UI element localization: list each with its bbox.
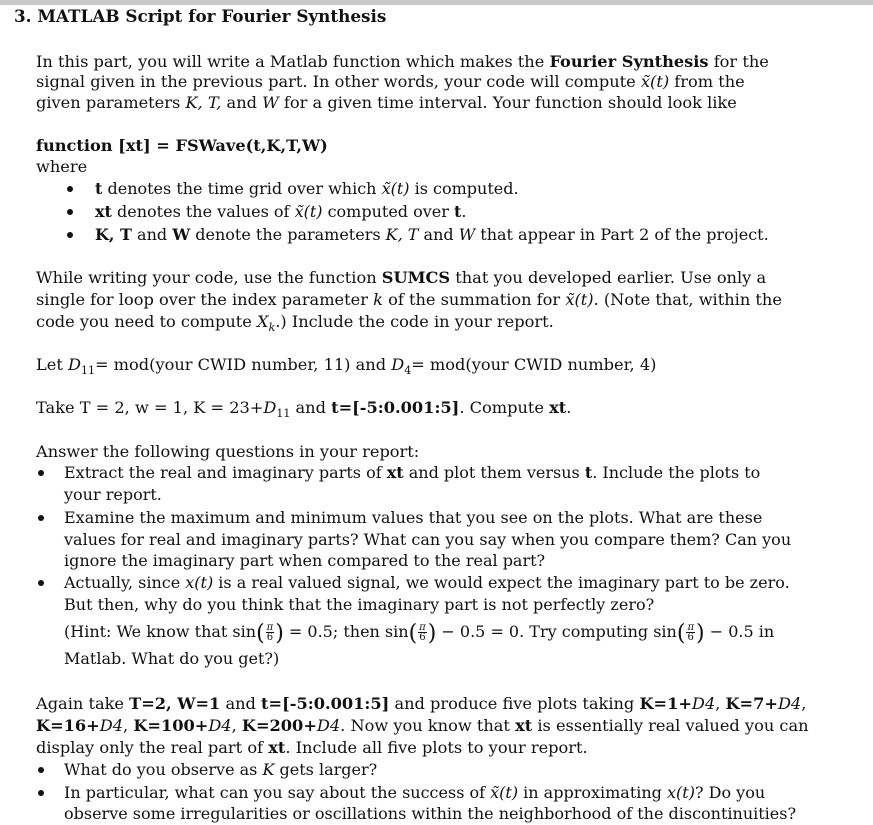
top-border — [0, 0, 873, 5]
again-line-3: display only the real part of xt. Include all five plots to your report. — [36, 738, 588, 757]
hint-line: (Hint: We know that sin( $\frac{\pi}{6}$ ) = 0.5; then sin( $\frac{\pi}{6}$ ) − 0.5 = 0. Try computing sin( $\frac{\pi}{6}$ ) − 0.5 in — [64, 621, 775, 646]
question-3-line-2: But then, why do you think that the imaginary part is not perfectly zero? — [64, 595, 655, 614]
let-line: Let $D_{11}=$ mod(your CWID number, 11) and $D_4=$ mod(your CWID number, 4) — [36, 355, 657, 378]
again-line-1: Again take T=2, W=1 and t=[-5:0.001:5] and produce five plots taking K=1+D4, K=7+D4, — [36, 694, 807, 713]
bullet-dot — [67, 232, 73, 238]
sumcs-line-2: single for loop over the index parameter k of the summation for x̃(t). (Note that, within the — [36, 290, 782, 309]
bullet-dot — [38, 790, 44, 796]
approximation-question-line-2: observe some irregularities or oscillations within the neighborhood of the discontinuities? — [64, 804, 797, 823]
fraction-pi-over-6: $\frac{\pi}{6}$ — [687, 622, 695, 643]
observe-question: What do you observe as K gets larger? — [64, 760, 378, 779]
bullet-dot — [67, 209, 73, 215]
param-ktw: K, T and W denote the parameters K, T and W that appear in Part 2 of the project. — [95, 225, 769, 244]
intro-line-2: signal given in the previous part. In other words, your code will compute x̃(t) from the — [36, 72, 745, 91]
again-line-2: K=16+D4, K=100+D4, K=200+D4. Now you know that xt is essentially real valued you can — [36, 716, 809, 735]
bullet-dot — [38, 470, 44, 476]
take-line: Take T = 2, w = 1, $K = 23+D_{11}$ and t=[-5:0.001:5]. Compute xt. — [36, 398, 572, 421]
function-signature: function [xt] = FSWave(t,K,T,W) — [36, 136, 328, 155]
question-2-line-3: ignore the imaginary part when compared to the real part? — [64, 551, 546, 570]
approximation-question-line-1: In particular, what can you say about the success of x̃(t) in approximating x(t)? Do you — [64, 783, 766, 802]
bullet-dot — [67, 186, 73, 192]
bullet-dot — [38, 580, 44, 586]
param-t: t denotes the time grid over which x̃(t) is computed. — [95, 179, 519, 198]
question-2-line-2: values for real and imaginary parts? What can you say when you compare them? Can you — [64, 530, 792, 549]
section-heading: 3. MATLAB Script for Fourier Synthesis — [14, 6, 387, 26]
sumcs-line-1: While writing your code, use the function SUMCS that you developed earlier. Use only a — [36, 268, 767, 287]
fraction-pi-over-6: $\frac{\pi}{6}$ — [419, 622, 426, 643]
fraction-pi-over-6: $\frac{\pi}{6}$ — [266, 622, 274, 643]
question-1-line-1: Extract the real and imaginary parts of xt and plot them versus t. Include the plots to — [64, 463, 761, 482]
where-label: where — [36, 157, 88, 176]
question-3-line-4: Matlab. What do you get?) — [64, 649, 280, 668]
sumcs-line-3: code you need to compute $X_k$.) Include the code in your report. — [36, 312, 554, 335]
question-2-line-1: Examine the maximum and minimum values that you see on the plots. What are these — [64, 508, 763, 527]
bullet-dot — [38, 515, 44, 521]
intro-line-3: given parameters K, T, and W for a given time interval. Your function should look like — [36, 93, 737, 112]
param-xt: xt denotes the values of x̃(t) computed over t. — [95, 202, 467, 221]
bullet-dot — [38, 767, 44, 773]
intro-line-1: In this part, you will write a Matlab function which makes the Fourier Synthesis for the — [36, 52, 769, 71]
question-1-line-2: your report. — [64, 485, 162, 504]
question-3-line-1: Actually, since x(t) is a real valued signal, we would expect the imaginary part to be zero. — [64, 573, 790, 592]
questions-header: Answer the following questions in your report: — [36, 442, 420, 461]
